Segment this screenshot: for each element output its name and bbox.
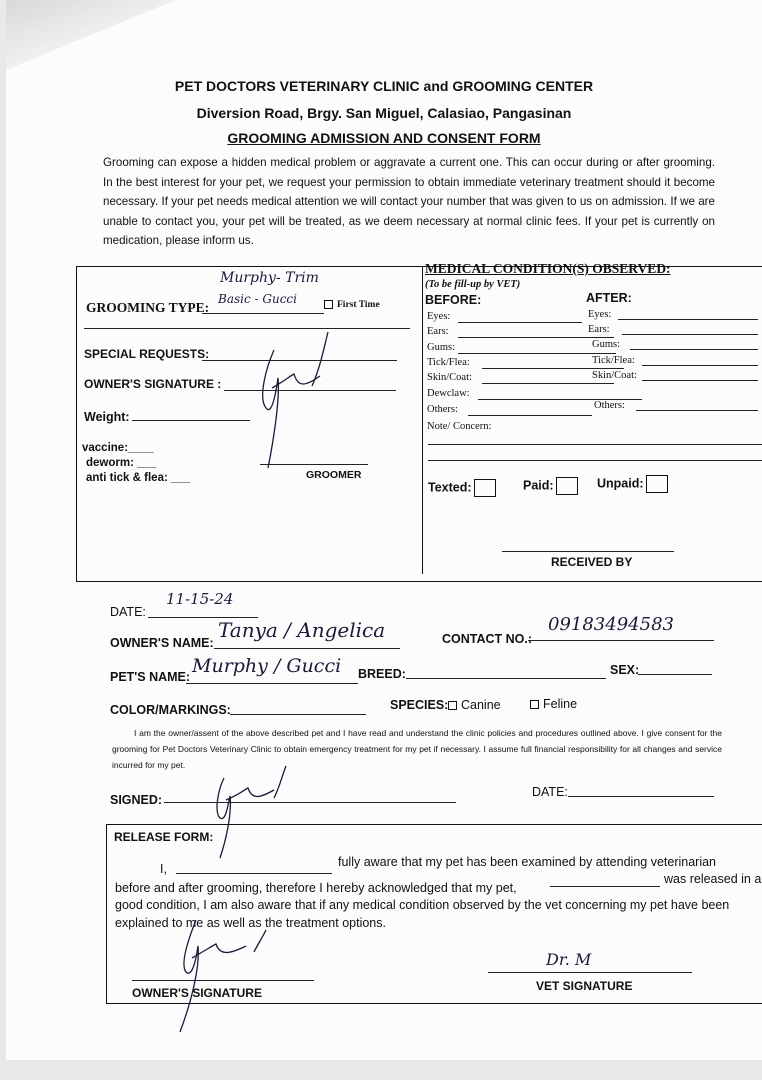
pet-name-value: Murphy / Gucci — [192, 655, 342, 677]
date-value: 11-15-24 — [166, 590, 234, 608]
first-time-box[interactable] — [324, 300, 333, 309]
release-owner-signature-scribble — [156, 900, 286, 1040]
contact-label: CONTACT NO.: — [442, 632, 533, 646]
owner-signature-label: OWNER'S SIGNATURE : — [84, 377, 222, 391]
note-line-2[interactable] — [428, 460, 762, 461]
signed-label: SIGNED: — [110, 793, 163, 807]
after-item-line[interactable] — [622, 334, 758, 335]
owner-name-line[interactable] — [214, 648, 400, 649]
contact-line[interactable] — [528, 640, 714, 641]
grooming-type-label: GROOMING TYPE: — [86, 300, 210, 315]
release-line2-pre: before and after grooming, therefore I hereby acknowledged that my pet, — [115, 881, 517, 895]
page-fold — [6, 0, 176, 70]
after-item-label: Others: — [594, 400, 625, 411]
grooming-type-line[interactable] — [202, 313, 324, 314]
before-item-label: Eyes: — [427, 311, 451, 322]
section-divider — [422, 266, 423, 574]
after-label: AFTER: — [586, 291, 632, 305]
sex-label: SEX: — [610, 663, 640, 677]
release-line2-post: was released in a — [664, 872, 762, 886]
unpaid-field[interactable] — [597, 475, 668, 493]
release-line3: good condition, I am also aware that if any medical condition observed by the vet concerning my pet have been — [115, 898, 730, 912]
unpaid-label: Unpaid: — [597, 476, 644, 491]
consent-date-line[interactable] — [568, 796, 714, 797]
feline-checkbox[interactable] — [530, 700, 539, 709]
after-item-line[interactable] — [642, 365, 758, 366]
unpaid-checkbox[interactable] — [646, 475, 668, 493]
color-markings-line[interactable] — [230, 714, 366, 715]
release-pet-name-line[interactable] — [550, 886, 660, 887]
contact-value: 09183494583 — [548, 614, 674, 635]
release-line1-post: fully aware that my pet has been examined by attending veterinarian — [338, 855, 717, 869]
vet-signature-value: Dr. M — [546, 950, 592, 969]
after-item-label: Skin/Coat: — [592, 370, 637, 381]
before-item-line[interactable] — [458, 353, 616, 354]
color-markings-label: COLOR/MARKINGS: — [110, 703, 231, 717]
breed-line[interactable] — [406, 678, 606, 679]
before-item-line[interactable] — [482, 383, 614, 384]
release-title: RELEASE FORM: — [114, 830, 214, 844]
after-item-label: Gums: — [592, 339, 621, 350]
before-item-line[interactable] — [482, 368, 624, 369]
after-item-label: Eyes: — [588, 309, 612, 320]
release-owner-signature-label: OWNER'S SIGNATURE — [132, 986, 262, 1000]
before-item-line[interactable] — [458, 337, 614, 338]
weight-label: Weight: — [84, 410, 130, 424]
grooming-type-handwritten-1: Murphy- Trim — [220, 270, 319, 286]
medical-title: MEDICAL CONDITION(S) OBSERVED: — [425, 261, 671, 276]
feline-option[interactable] — [530, 697, 577, 711]
after-item-label: Ears: — [588, 324, 610, 335]
breed-label: BREED: — [358, 667, 406, 681]
after-item-line[interactable] — [618, 319, 758, 320]
paid-field[interactable] — [523, 477, 578, 495]
before-item-label: Gums: — [427, 342, 456, 353]
first-time-label: First Time — [337, 300, 380, 310]
received-by-label: RECEIVED BY — [551, 555, 633, 569]
after-item-line[interactable] — [636, 410, 758, 411]
before-item-label: Skin/Coat: — [427, 372, 472, 383]
first-time-checkbox[interactable] — [324, 300, 380, 310]
paid-label: Paid: — [523, 478, 554, 493]
form-page — [6, 0, 762, 1060]
date-label: DATE: — [110, 605, 146, 619]
before-item-line[interactable] — [468, 415, 592, 416]
before-label: BEFORE: — [425, 293, 482, 307]
antitick-label: anti tick & flea: ___ — [86, 472, 191, 484]
owner-name-label: OWNER'S NAME: — [110, 636, 214, 650]
canine-option[interactable] — [448, 698, 501, 712]
before-item-label: Dewclaw: — [427, 388, 470, 399]
sex-line[interactable] — [638, 674, 712, 675]
grooming-type-handwritten-2: Basic - Gucci — [218, 292, 297, 306]
before-item-label: Others: — [427, 404, 458, 415]
species-label: SPECIES: — [390, 698, 449, 712]
consent-text: I am the owner/assent of the above described pet and I have read and understand the clinic policies and procedures outlined above. I give consent for the grooming for Pet Doctors Veterinary Clinic to obtain emergency treatment for my pet if necessary. I assume full financial responsibility for all changes and service incurred for my pet. — [112, 728, 722, 770]
vet-signature-line[interactable] — [488, 972, 692, 973]
before-item-label: Tick/Flea: — [427, 357, 470, 368]
special-requests-label: SPECIAL REQUESTS: — [84, 347, 210, 361]
owner-name-value: Tanya / Angelica — [218, 618, 386, 642]
note-label: Note/ Concern: — [427, 421, 492, 432]
after-item-label: Tick/Flea: — [592, 355, 635, 366]
after-item-line[interactable] — [642, 380, 758, 381]
before-item-label: Ears: — [427, 326, 449, 337]
note-line-1[interactable] — [428, 444, 762, 445]
clinic-name: PET DOCTORS VETERINARY CLINIC and GROOMING CENTER — [174, 78, 594, 94]
release-line4: explained to me as well as the treatment options. — [115, 916, 386, 930]
vet-signature-label: VET SIGNATURE — [536, 979, 633, 993]
before-item-line[interactable] — [458, 322, 582, 323]
groomer-label: GROOMER — [306, 469, 362, 481]
owner-signature-scribble — [228, 328, 358, 478]
release-line1-pre: I, — [160, 862, 167, 876]
pet-name-line[interactable] — [186, 683, 358, 684]
medical-subtitle: (To be fill-up by VET) — [425, 279, 521, 290]
feline-label: Feline — [543, 697, 578, 711]
paid-checkbox[interactable] — [556, 477, 578, 495]
form-title: GROOMING ADMISSION AND CONSENT FORM — [227, 130, 541, 146]
pet-name-label: PET'S NAME: — [110, 670, 191, 684]
texted-label: Texted: — [428, 480, 472, 495]
texted-field[interactable] — [428, 479, 496, 497]
canine-label: Canine — [461, 698, 501, 712]
clinic-address: Diversion Road, Brgy. San Miguel, Calasiao, Pangasinan — [196, 105, 572, 121]
vaccine-label: vaccine:____ — [82, 442, 154, 454]
after-item-line[interactable] — [630, 349, 758, 350]
canine-checkbox[interactable] — [448, 701, 457, 710]
texted-checkbox[interactable] — [474, 479, 496, 497]
release-owner-name-line[interactable] — [176, 873, 332, 874]
consent-date-label: DATE: — [532, 785, 568, 799]
intro-paragraph: Grooming can expose a hidden medical problem or aggravate a current one. This can occur during or after grooming. In the best interest for your pet, we request your permission to obtain immediate veterinary treatment should it become necessary. If your pet needs medical attention we will contact your number that was given to us on admission. If we are unable to contact you, your pet will be treated, as we deem necessary at normal clinic fees. If your pet is currently on medication, please inform us. — [103, 156, 715, 247]
received-by-line[interactable] — [502, 551, 674, 552]
deworm-label: deworm: ___ — [86, 457, 157, 469]
